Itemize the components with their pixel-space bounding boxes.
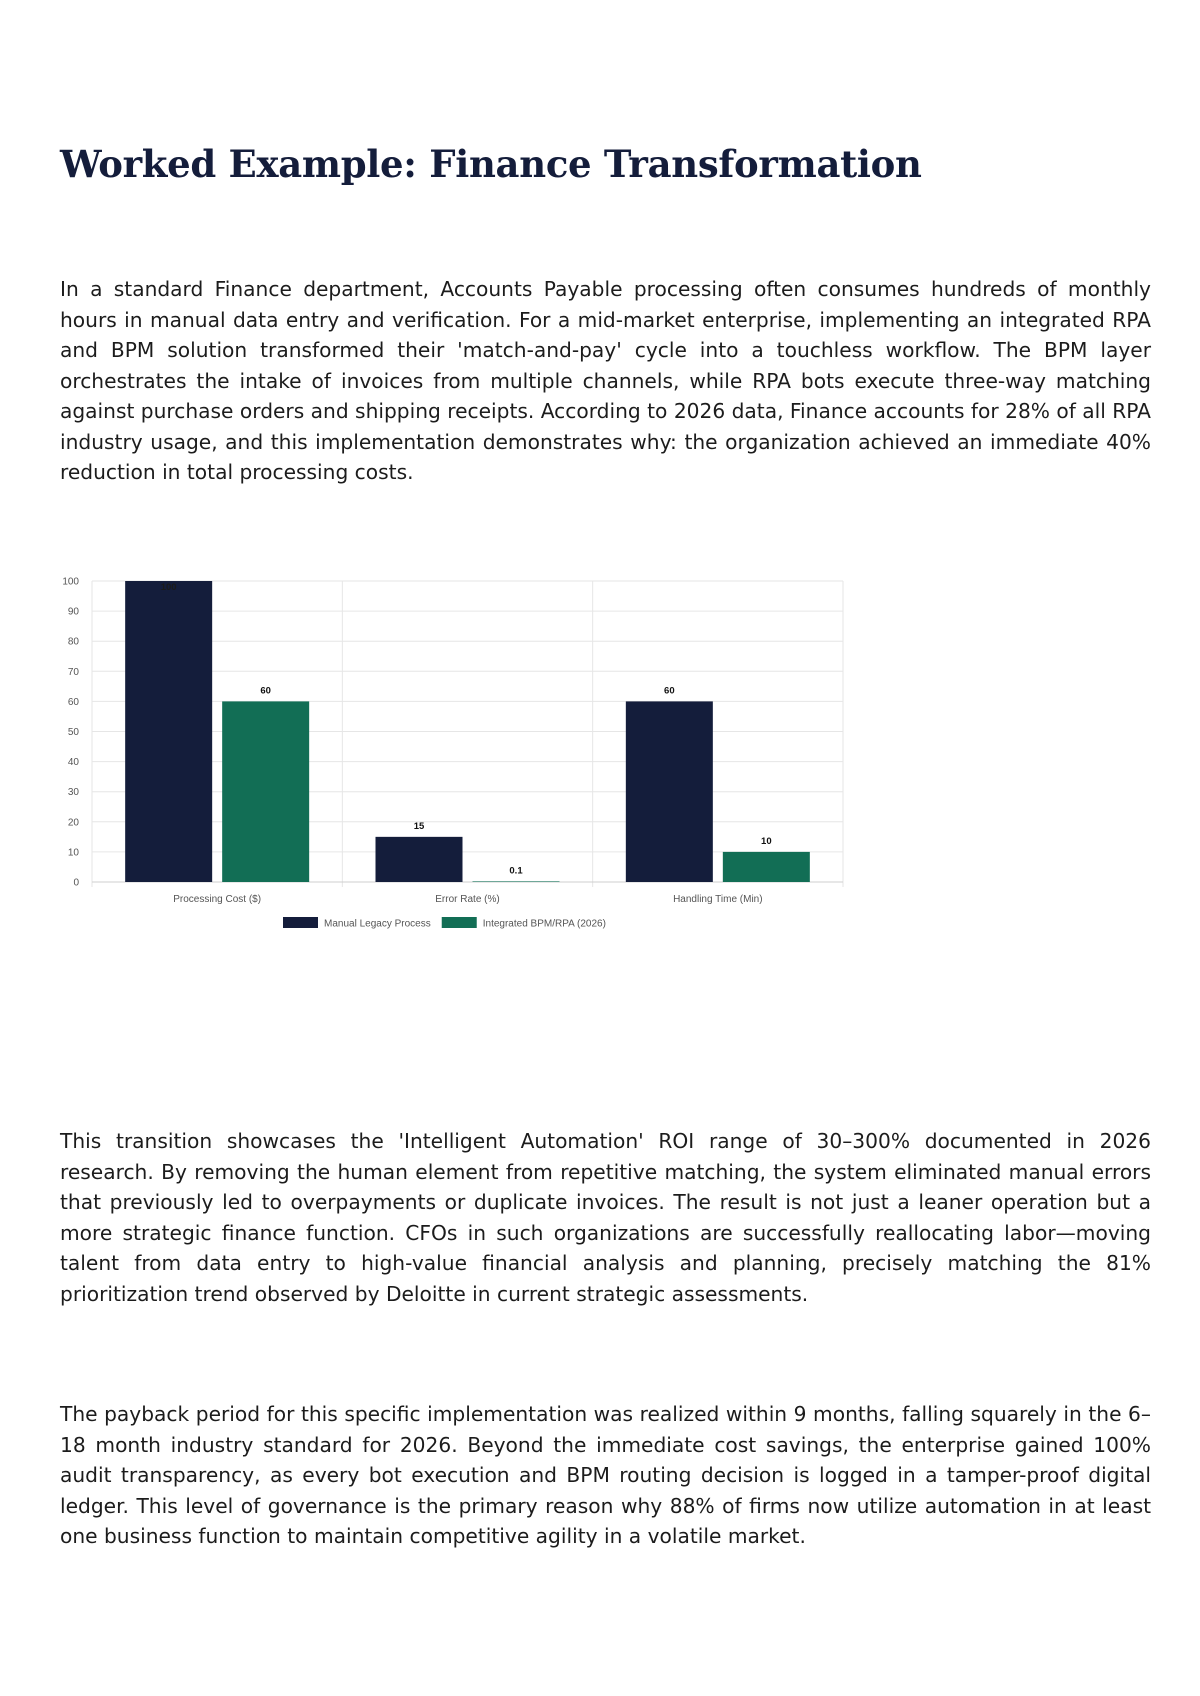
y-tick-label: 0	[73, 877, 79, 889]
legend-swatch-0	[283, 917, 318, 928]
legend-label-0: Manual Legacy Process	[324, 918, 431, 930]
data-label: 15	[413, 820, 425, 832]
data-label: 60	[664, 685, 675, 697]
x-tick-label: Handling Time (Min)	[673, 894, 763, 905]
y-tick-label: 10	[67, 847, 79, 859]
x-tick-label: Error Rate (%)	[435, 894, 500, 905]
data-label: 60	[260, 685, 271, 697]
y-tick-label: 50	[67, 727, 79, 738]
legend-label-1: Integrated BPM/RPA (2026)	[482, 918, 606, 930]
data-label: 0.1	[509, 865, 523, 877]
page-title: Worked Example: Finance Transformation	[60, 142, 922, 186]
bar-1-2	[723, 852, 810, 882]
bar-0-0	[125, 581, 212, 882]
intro-paragraph: In a standard Finance department, Accounts Payable processing often consumes hundreds of monthly hours in manual data entry and verification. For a mid-market enterprise, implementing an integrated RPA and BPM solution transformed their 'match-and-pay' cycle into a touchless workflow. The BPM layer orchestrates the intake of invoices from multiple channels, while RPA bots execute three-way matching against purchase orders and shipping receipts. According to 2026 data, Finance accounts for 28% of all RPA industry usage, and this implementation demonstrates why: the organization achieved an immediate 40% reduction in total processing costs.	[60, 277, 1151, 484]
y-tick-label: 100	[62, 576, 79, 588]
y-tick-label: 60	[67, 696, 79, 708]
comparison-bar-chart	[50, 565, 890, 965]
y-tick-label: 80	[67, 636, 79, 648]
bar-0-2	[626, 701, 713, 882]
data-label: 100	[160, 582, 177, 593]
y-tick-label: 90	[67, 606, 79, 618]
chart-canvas	[50, 565, 890, 965]
bar-1-0	[222, 701, 309, 882]
x-tick-label: Processing Cost ($)	[173, 894, 262, 905]
bar-0-1	[376, 837, 463, 882]
y-tick-label: 40	[67, 757, 79, 769]
payback-paragraph: The payback period for this specific implementation was realized within 9 months, falling squarely in the 6–18 month industry standard for 2026. Beyond the immediate cost savings, the enterprise gained 100% audit transparency, as every bot execution and BPM routing decision is logged in a tamper-proof digital ledger. This level of governance is the primary reason why 88% of firms now utilize automation in at least one business function to maintain competitive agility in a volatile market.	[60, 1402, 1151, 1548]
data-label: 10	[761, 835, 772, 847]
y-tick-label: 20	[67, 817, 79, 829]
roi-paragraph: This transition showcases the 'Intelligent Automation' ROI range of 30–300% documented in 2026 research. By removing the human element from repetitive matching, the system eliminated manual errors that previously led to overpayments or duplicate invoices. The result is not just a leaner operation but a more strategic finance function. CFOs in such organizations are successfully reallocating labor—moving talent from data entry to high-value financial analysis and planning, precisely matching the 81% prioritization trend observed by Deloitte in current strategic assessments.	[60, 1129, 1151, 1306]
legend-swatch-1	[442, 917, 477, 928]
bar-1-1	[473, 881, 560, 882]
y-tick-label: 70	[67, 666, 79, 678]
y-tick-label: 30	[67, 787, 79, 799]
